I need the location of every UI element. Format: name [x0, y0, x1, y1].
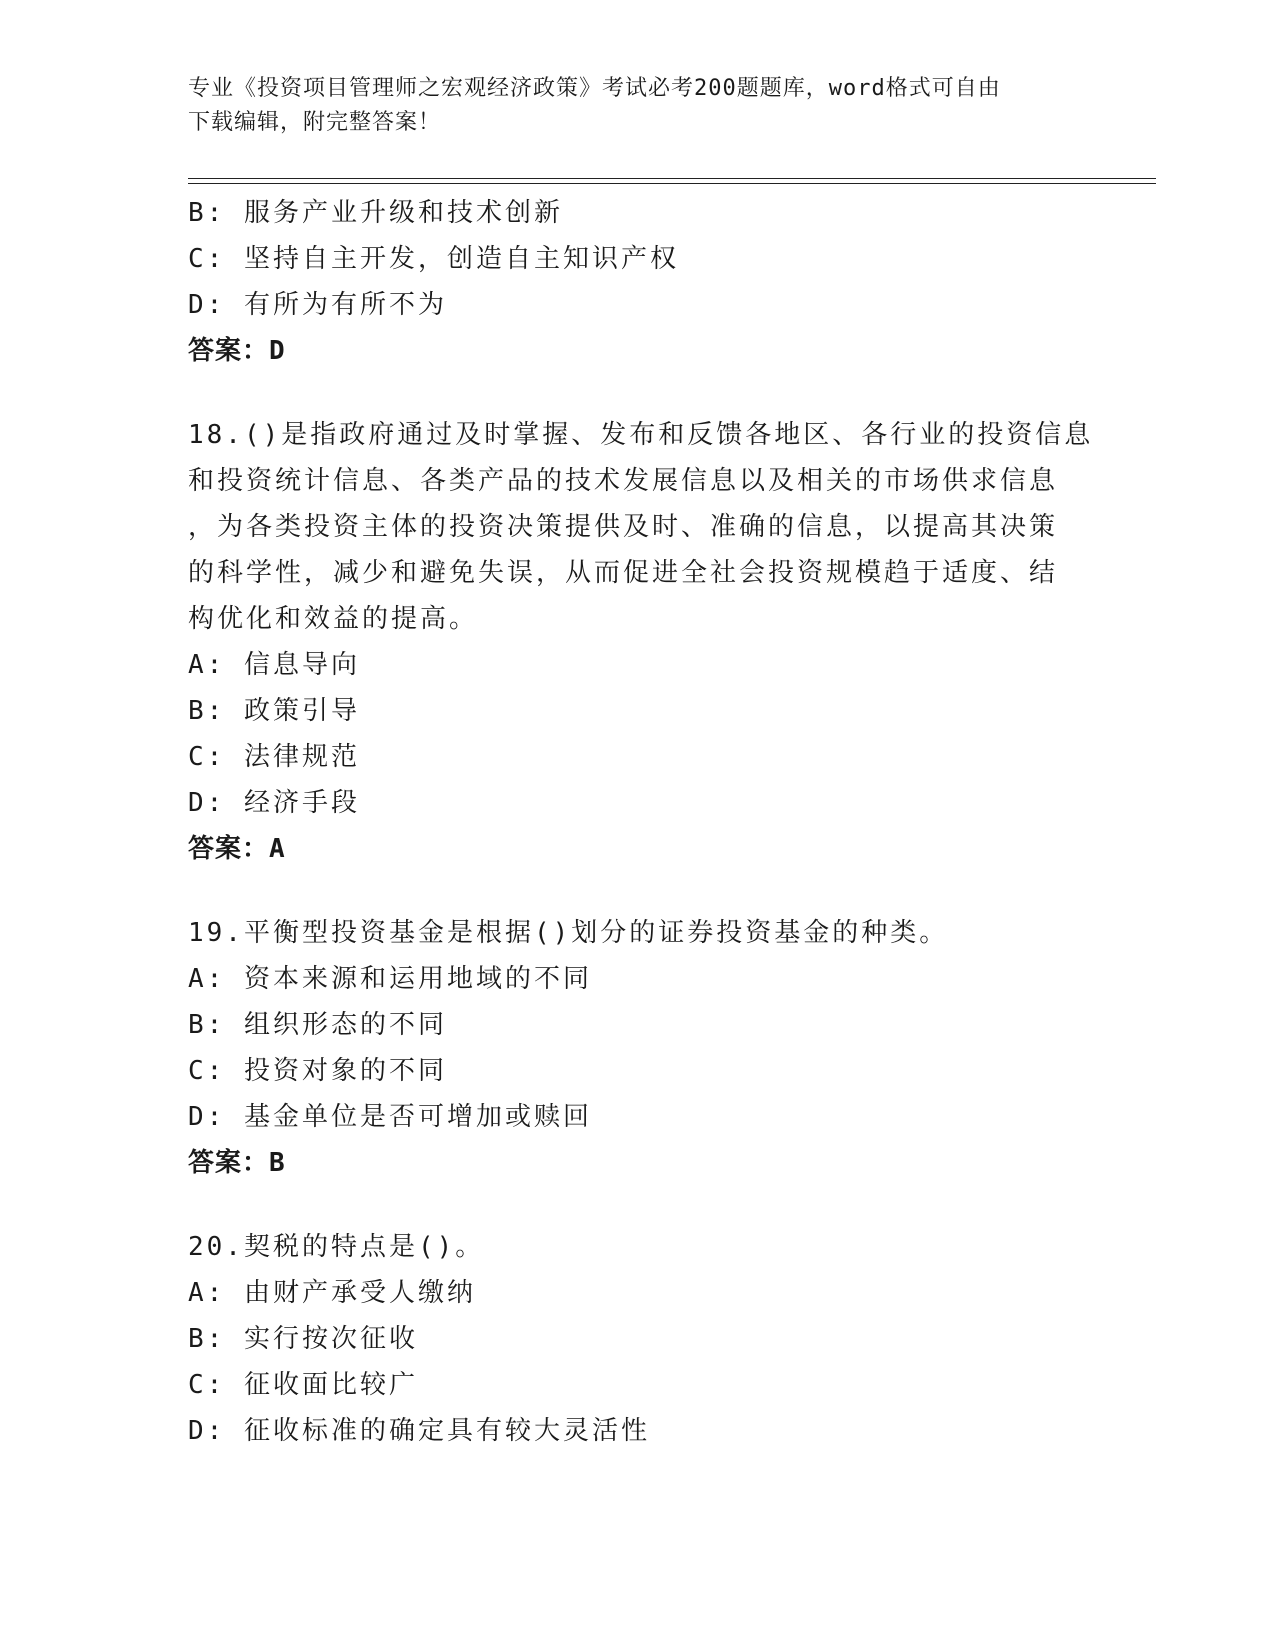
option-c: C: 投资对象的不同 [188, 1056, 447, 1086]
option-a: A: 由财产承受人缴纳 [188, 1278, 476, 1308]
option-a: A: 信息导向 [188, 650, 360, 680]
question-stem [188, 910, 1088, 956]
answer: 答案：B [188, 1148, 286, 1178]
question-19 [188, 910, 1088, 1186]
option-b: B: 服务产业升级和技术创新 [188, 198, 563, 228]
stem-line: 20.契税的特点是()。 [188, 1232, 485, 1262]
option-c: C: 坚持自主开发，创造自主知识产权 [188, 244, 679, 274]
option-d: D: 经济手段 [188, 788, 360, 818]
question-stem [188, 1224, 1088, 1270]
spacer [188, 374, 1088, 412]
spacer [188, 872, 1088, 910]
option-a: A: 资本来源和运用地域的不同 [188, 964, 592, 994]
question-20 [188, 1224, 1088, 1454]
question-18 [188, 412, 1094, 872]
option-b: B: 政策引导 [188, 696, 360, 726]
header-line-1: 专业《投资项目管理师之宏观经济政策》考试必考200题题库，word格式可自由 [188, 76, 1001, 101]
stem-line: ，为各类投资主体的投资决策提供及时、准确的信息，以提高其决策 [188, 512, 1059, 542]
document-header [188, 72, 1088, 140]
question-17 [188, 190, 1088, 374]
option-d: D: 有所为有所不为 [188, 290, 447, 320]
question-list [188, 190, 1094, 1454]
stem-line: 构优化和效益的提高。 [188, 604, 479, 634]
option-c: C: 法律规范 [188, 742, 360, 772]
stem-line: 的科学性，减少和避免失误，从而促进全社会投资规模趋于适度、结 [188, 558, 1059, 588]
stem-line: 19.平衡型投资基金是根据()划分的证券投资基金的种类。 [188, 918, 949, 948]
header-divider-top [188, 178, 1156, 179]
option-d: D: 征收标准的确定具有较大灵活性 [188, 1416, 650, 1446]
option-b: B: 组织形态的不同 [188, 1010, 447, 1040]
question-stem [188, 412, 1094, 642]
stem-line: 18.()是指政府通过及时掌握、发布和反馈各地区、各行业的投资信息 [188, 420, 1094, 450]
stem-line: 和投资统计信息、各类产品的技术发展信息以及相关的市场供求信息 [188, 466, 1059, 496]
answer: 答案：D [188, 336, 286, 366]
option-b: B: 实行按次征收 [188, 1324, 418, 1354]
header-line-2: 下载编辑，附完整答案！ [188, 110, 442, 135]
header-divider-bottom [188, 183, 1156, 184]
answer: 答案：A [188, 834, 286, 864]
option-c: C: 征收面比较广 [188, 1370, 418, 1400]
option-d: D: 基金单位是否可增加或赎回 [188, 1102, 592, 1132]
spacer [188, 1186, 1088, 1224]
